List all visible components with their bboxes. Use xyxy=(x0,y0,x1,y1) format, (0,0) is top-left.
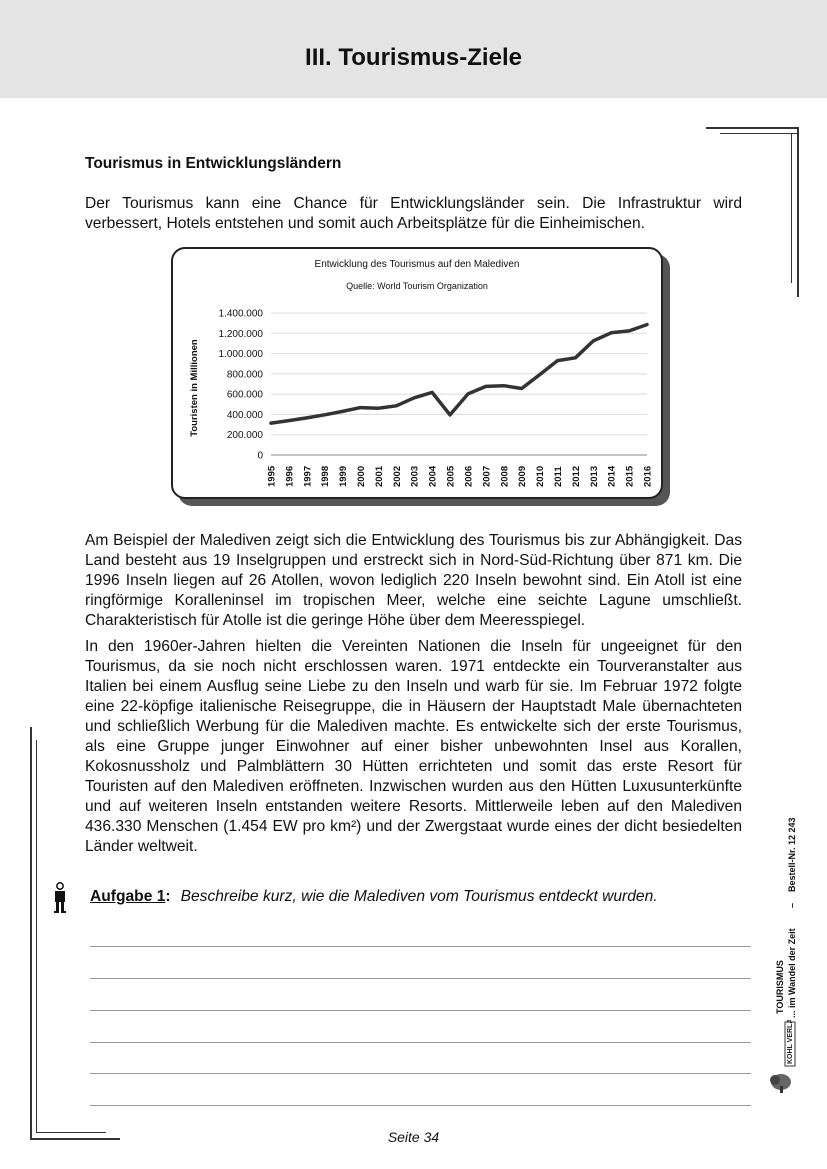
maldives-paragraph: Am Beispiel der Malediven zeigt sich die Entwicklung des Tourismus bis zur Abhängigkeit. Das Land besteht aus 19 Inselgruppen und erstreckt sich in Nord-Süd-Richtung über 871 km. Die 1996 Inseln liegen auf 26 Atollen, wovon lediglich 220 Inseln bewohnt sind. Ein Atoll ist eine ringförmige Koralleninsel im tropischen Meer, welche eine seichte Lagune umschließt. Charakteristisch für Atolle ist die geringe Höhe über dem Meeresspiegel. xyxy=(85,532,742,629)
x-tick-label: 1998 xyxy=(320,465,332,487)
intro-paragraph: Der Tourismus kann eine Chance für Entwicklungsländer sein. Die Infrastruktur wird verbessert, Hotels entstehen und somit auch Arbeitsplätze für die Einheimischen. xyxy=(85,195,742,232)
x-tick-label: 2004 xyxy=(427,465,439,487)
chart-title: Entwicklung des Tourismus auf den Malediven xyxy=(314,259,520,270)
y-axis-label: Touristen in Millionen xyxy=(189,339,200,437)
answer-line[interactable] xyxy=(90,1042,751,1043)
x-tick-label: 2016 xyxy=(642,465,654,487)
y-tick-label: 1.000.000 xyxy=(218,349,263,361)
frame-line-right-vertical xyxy=(797,127,799,297)
sidebar-dash: – xyxy=(787,902,797,908)
x-tick-label: 2014 xyxy=(606,465,618,487)
x-tick-label: 2006 xyxy=(463,465,475,487)
x-tick-label: 1997 xyxy=(302,465,314,487)
answer-line[interactable] xyxy=(90,978,751,979)
x-tick-label: 2010 xyxy=(535,465,547,487)
tree-logo-icon xyxy=(768,1020,798,1094)
frame-line-right-vertical-inner xyxy=(791,133,792,283)
y-tick-label: 1.400.000 xyxy=(218,308,263,320)
frame-line-left-vertical-inner xyxy=(36,740,37,1132)
sidebar-series-subtitle: ... im Wandel der Zeit xyxy=(787,928,797,1018)
person-icon xyxy=(52,882,68,914)
task-colon: : xyxy=(165,888,171,905)
frame-line-top-right xyxy=(706,127,798,129)
x-tick-label: 2013 xyxy=(588,465,600,487)
y-tick-label: 400.000 xyxy=(226,409,263,421)
x-tick-label: 2015 xyxy=(624,465,636,487)
x-tick-label: 2011 xyxy=(552,466,564,487)
y-tick-label: 0 xyxy=(257,450,263,462)
sidebar-order-number: Bestell-Nr. 12 243 xyxy=(787,817,797,892)
y-tick-label: 600.000 xyxy=(226,389,263,401)
x-tick-label: 2005 xyxy=(445,465,457,487)
tourism-chart xyxy=(171,247,663,499)
x-tick-label: 2012 xyxy=(570,465,582,487)
task-text: Beschreibe kurz, wie die Malediven vom Tourismus entdeckt wurden. xyxy=(180,888,658,905)
x-tick-label: 1999 xyxy=(338,465,350,487)
history-paragraph: In den 1960er-Jahren hielten die Vereinten Nationen die Inseln für ungeeignet für den Tourismus, da sie noch nicht erschlossen waren. 1971 entdeckte ein Tourveranstalter aus Italien bei einem Ausflug seine Liebe zu den Inseln und warb für sie. Im Februar 1972 folgte eine 22-köpfige italienische Reisegruppe, die in Häusern der Hauptstadt Male übernachteten und schließlich Werbung für die Malediven machte. Es entwickelte sich der erste Tourismus, als eine Gruppe junger Einwohner auf einer bisher unbewohnten Insel aus Korallen, Kokosnussholz und Palmblättern 30 Hütten errichteten und somit das erste Resort für Touristen auf den Malediven eröffneten. Inzwischen wurden aus den Hütten Luxusunterkünfte und auf weiteren Inseln entstanden weitere Resorts. Mittlerweile leben auf den Malediven 436.330 Menschen (1.454 EW pro km²) und der Zwergstaat wurde eines der dicht besiedelten Länder weltweit. xyxy=(85,638,742,855)
answer-line[interactable] xyxy=(90,946,751,947)
chart-plot xyxy=(173,249,661,497)
publisher-name: KOHL VERLAG xyxy=(787,1020,794,1064)
x-tick-label: 2000 xyxy=(356,465,368,487)
y-tick-label: 200.000 xyxy=(226,430,263,442)
x-tick-label: 2009 xyxy=(517,465,529,487)
x-tick-label: 1996 xyxy=(284,465,296,487)
x-tick-label: 2008 xyxy=(499,465,511,487)
x-tick-label: 2007 xyxy=(481,465,493,487)
x-tick-label: 2002 xyxy=(391,465,403,487)
x-tick-label: 2001 xyxy=(373,465,385,487)
publisher-logo xyxy=(768,1020,798,1099)
sidebar-series-title: TOURISMUS xyxy=(775,960,785,1014)
page-number: Seite 34 xyxy=(387,1129,440,1145)
frame-line-top-right-inner xyxy=(720,133,798,134)
x-tick-label: 2003 xyxy=(409,465,421,487)
y-tick-label: 800.000 xyxy=(226,369,263,381)
task-1 xyxy=(90,888,658,906)
page-title: III. Tourismus-Ziele xyxy=(305,44,522,71)
answer-line[interactable] xyxy=(90,1010,751,1011)
answer-line[interactable] xyxy=(90,1105,751,1106)
section-title: Tourismus in Entwicklungsländern xyxy=(85,155,342,172)
task-label: Aufgabe 1 xyxy=(90,888,166,905)
frame-line-left-vertical xyxy=(30,727,32,1139)
y-tick-label: 1.200.000 xyxy=(218,328,263,340)
answer-line[interactable] xyxy=(90,1073,751,1074)
x-tick-label: 1995 xyxy=(266,465,278,487)
chart-subtitle: Quelle: World Tourism Organization xyxy=(346,281,488,291)
page-header xyxy=(0,0,827,98)
